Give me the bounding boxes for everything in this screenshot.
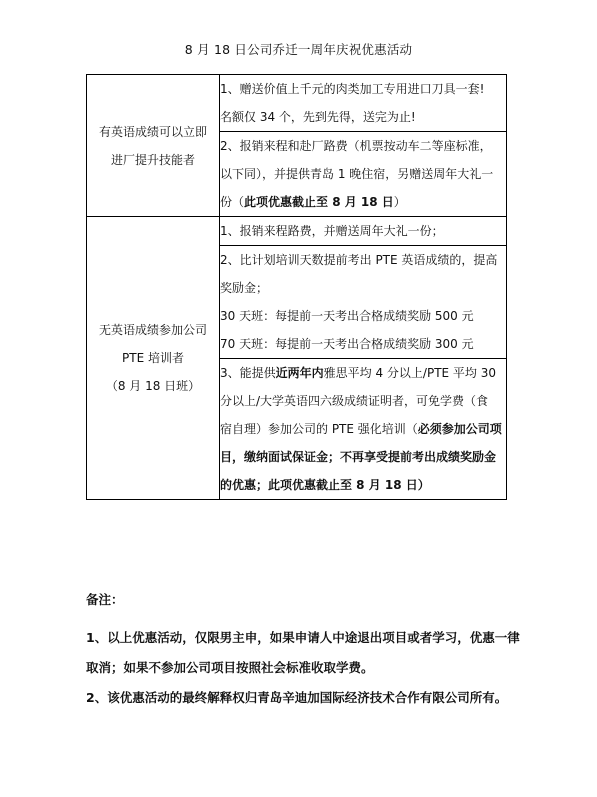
group-label-pte-training	[87, 217, 220, 500]
document-title: 8 月 18 日公司乔迁一周年庆祝优惠活动	[184, 42, 413, 57]
benefit-item	[220, 75, 506, 131]
benefit-text: 分以上/大学英语四六级成绩证明者，可免学费（食	[220, 394, 489, 408]
group-label-line: （8 月 18 日班）	[105, 379, 201, 393]
note-line: 1、以上优惠活动，仅限男主申，如果申请人中途退出项目或者学习，优惠一律	[86, 630, 520, 645]
benefit-text: 名额仅 34 个，先到先得，送完为止!	[220, 110, 416, 124]
benefit-item	[220, 246, 506, 358]
benefit-item	[220, 132, 506, 216]
benefit-cell	[220, 75, 507, 132]
benefit-text: 30 天班：每提前一天考出合格成绩奖励 500 元	[220, 309, 474, 323]
deadline-text: 此项优惠截止至 8 月 18 日	[244, 195, 394, 209]
group-label-line: 进厂提升技能者	[110, 152, 195, 167]
benefit-item	[220, 359, 506, 499]
benefit-text: 奖励金；	[220, 281, 269, 295]
benefit-text-plain: ）	[393, 195, 406, 209]
note-line: 取消；如果不参加公司项目按照社会标准收取学费。	[86, 660, 374, 675]
benefit-cell	[220, 246, 507, 359]
benefit-text: 70 天班：每提前一天考出合格成绩奖励 300 元	[220, 337, 474, 351]
benefit-text-plain: 雅思平均 4 分以上/PTE 平均 30	[323, 366, 497, 380]
benefit-text: 2、报销来程和赴厂路费（机票按动车二等座标准，	[220, 139, 492, 153]
notes-heading: 备注：	[86, 592, 124, 607]
group-label-line: 有英语成绩可以立即	[98, 124, 207, 139]
benefit-cell	[220, 132, 507, 217]
benefit-text: 以下同），并提供青岛 1 晚住宿，另赠送周年大礼一	[220, 167, 494, 181]
benefit-text: 1、赠送价值上千元的肉类加工专用进口刀具一套!	[220, 82, 485, 96]
emphasis-text: 目，缴纳面试保证金；不再享受提前考出成绩奖励金	[220, 450, 497, 464]
benefit-text-plain: 宿自理）参加公司的 PTE 强化培训（	[220, 422, 418, 436]
group-label-line: PTE 培训者	[122, 351, 184, 365]
emphasis-text: 的优惠；此项优惠截止至 8 月 18 日）	[220, 478, 430, 492]
table-row	[87, 217, 507, 246]
benefit-text-plain: 份（	[220, 195, 245, 209]
benefit-item	[220, 217, 506, 245]
group-label-with-english	[87, 75, 220, 217]
benefit-text	[220, 188, 506, 216]
benefit-text	[220, 415, 506, 443]
promotion-table	[86, 74, 507, 500]
benefit-text-plain: 3、能提供	[220, 366, 276, 380]
emphasis-text: 近两年内	[275, 366, 324, 380]
benefit-text: 1、报销来程路费，并赠送周年大礼一份；	[220, 224, 444, 238]
emphasis-text: 必须参加公司项	[417, 422, 502, 436]
notes-section	[86, 585, 526, 713]
note-line: 2、该优惠活动的最终解释权归青岛辛迪加国际经济技术合作有限公司所有。	[86, 690, 508, 705]
group-label-line: 无英语成绩参加公司	[98, 323, 207, 337]
table-row	[87, 75, 507, 132]
benefit-cell	[220, 217, 507, 246]
benefit-cell	[220, 359, 507, 500]
benefit-text	[220, 359, 506, 387]
benefit-text: 2、比计划培训天数提前考出 PTE 英语成绩的，提高	[220, 253, 498, 267]
